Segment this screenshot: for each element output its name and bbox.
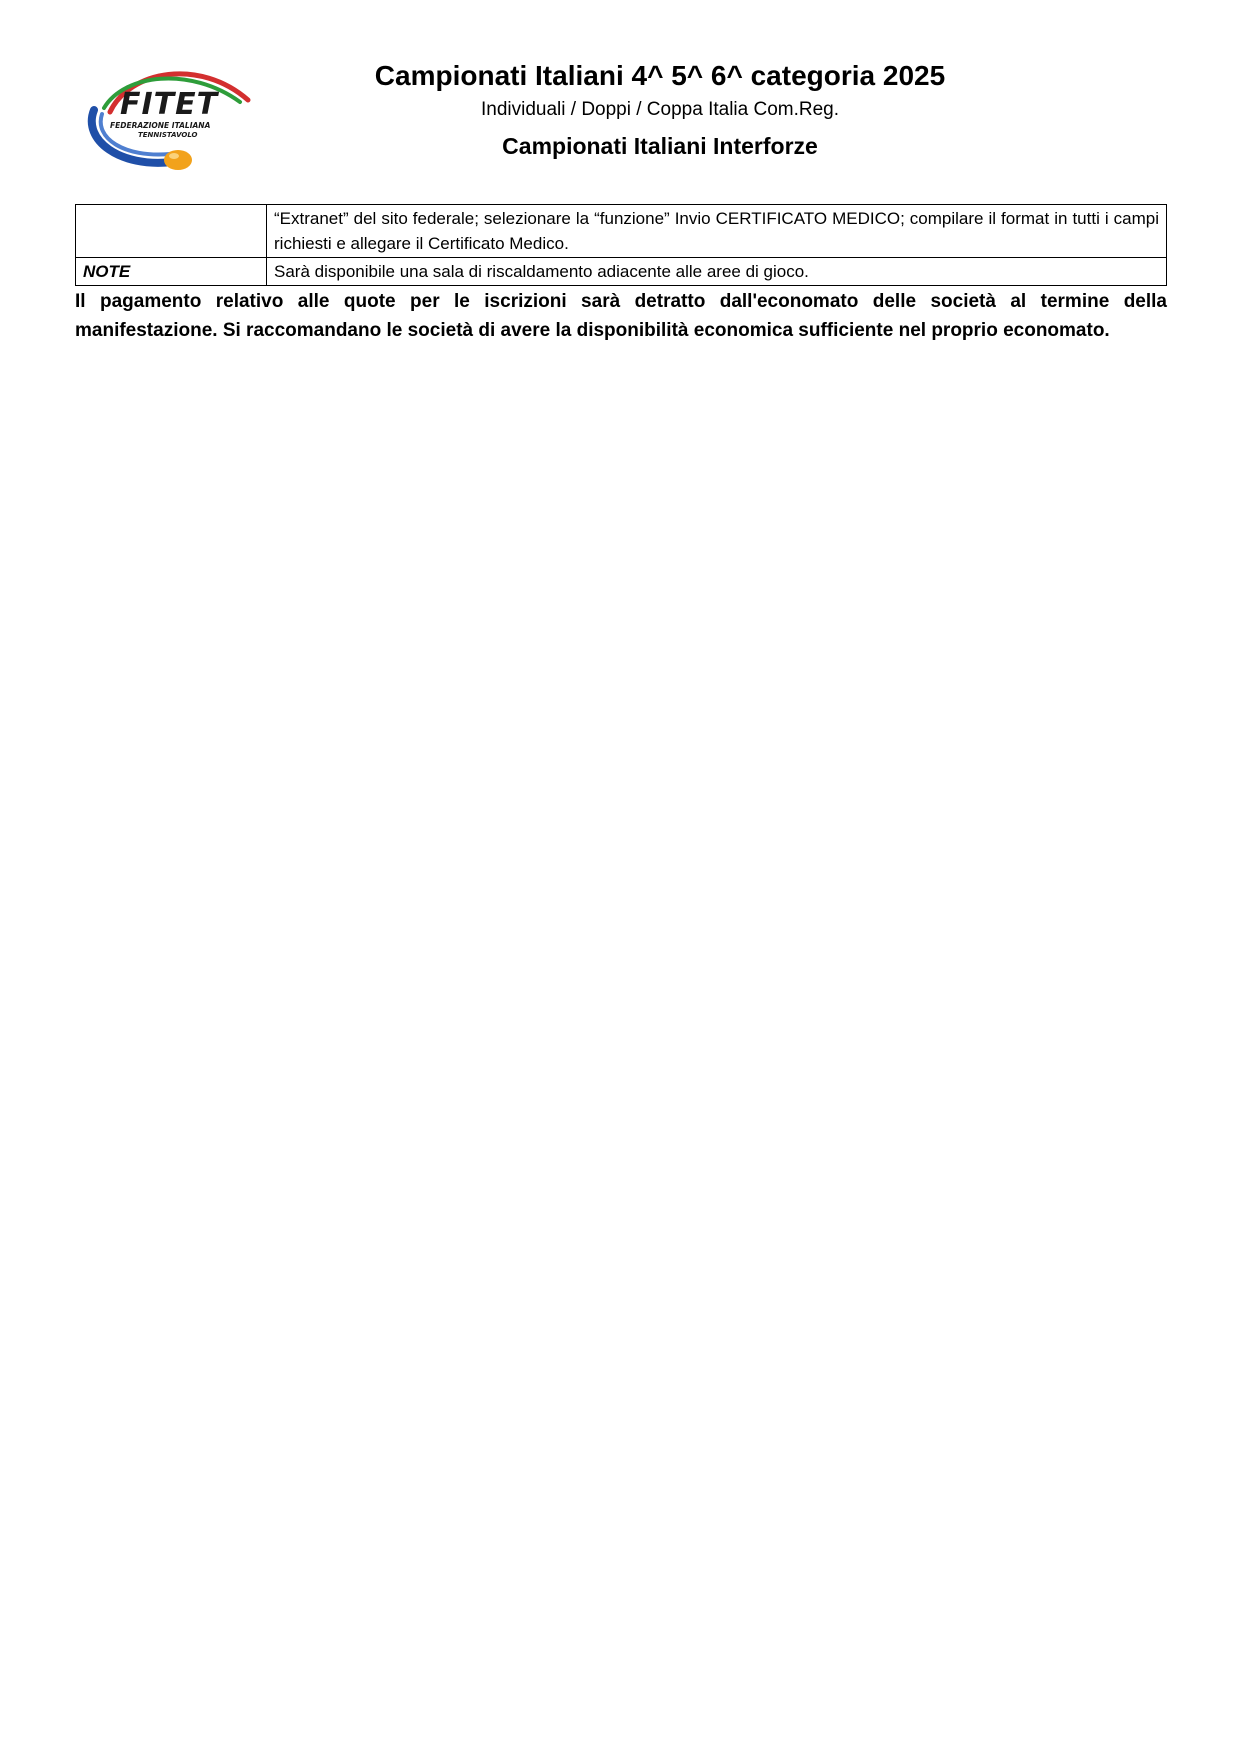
info-table [75,204,1167,286]
document-header [280,58,1040,162]
logo-subtext-line1: FEDERAZIONE ITALIANA [110,121,211,130]
table-row-value: “Extranet” del sito federale; selezionare la “funzione” Invio CERTIFICATO MEDICO; compilare il format in tutti i campi richiesti e allegare il Certificato Medico. [267,205,1167,258]
page-subtitle: Individuali / Doppi / Coppa Italia Com.Reg. [480,99,840,120]
table-row-label [76,205,267,258]
table-row [76,205,1167,258]
table-row [76,258,1167,286]
table-row-value: Sarà disponibile una sala di riscaldamento adiacente alle aree di gioco. [267,258,1167,286]
logo-subtext-line2: TENNISTAVOLO [138,131,198,139]
payment-note: Il pagamento relativo alle quote per le iscrizioni sarà detratto dall'economato delle società al termine della manifestazione. Si raccomandano le società di avere la disponibilità economica sufficiente nel proprio economato. [75,291,1167,341]
logo-wordmark: FITET [120,87,219,122]
fitet-logo [80,50,260,174]
page-subtitle-secondary: Campionati Italiani Interforze [502,133,818,159]
table-row-label: NOTE [76,258,267,286]
page-title: Campionati Italiani 4^ 5^ 6^ categoria 2025 [374,60,946,91]
